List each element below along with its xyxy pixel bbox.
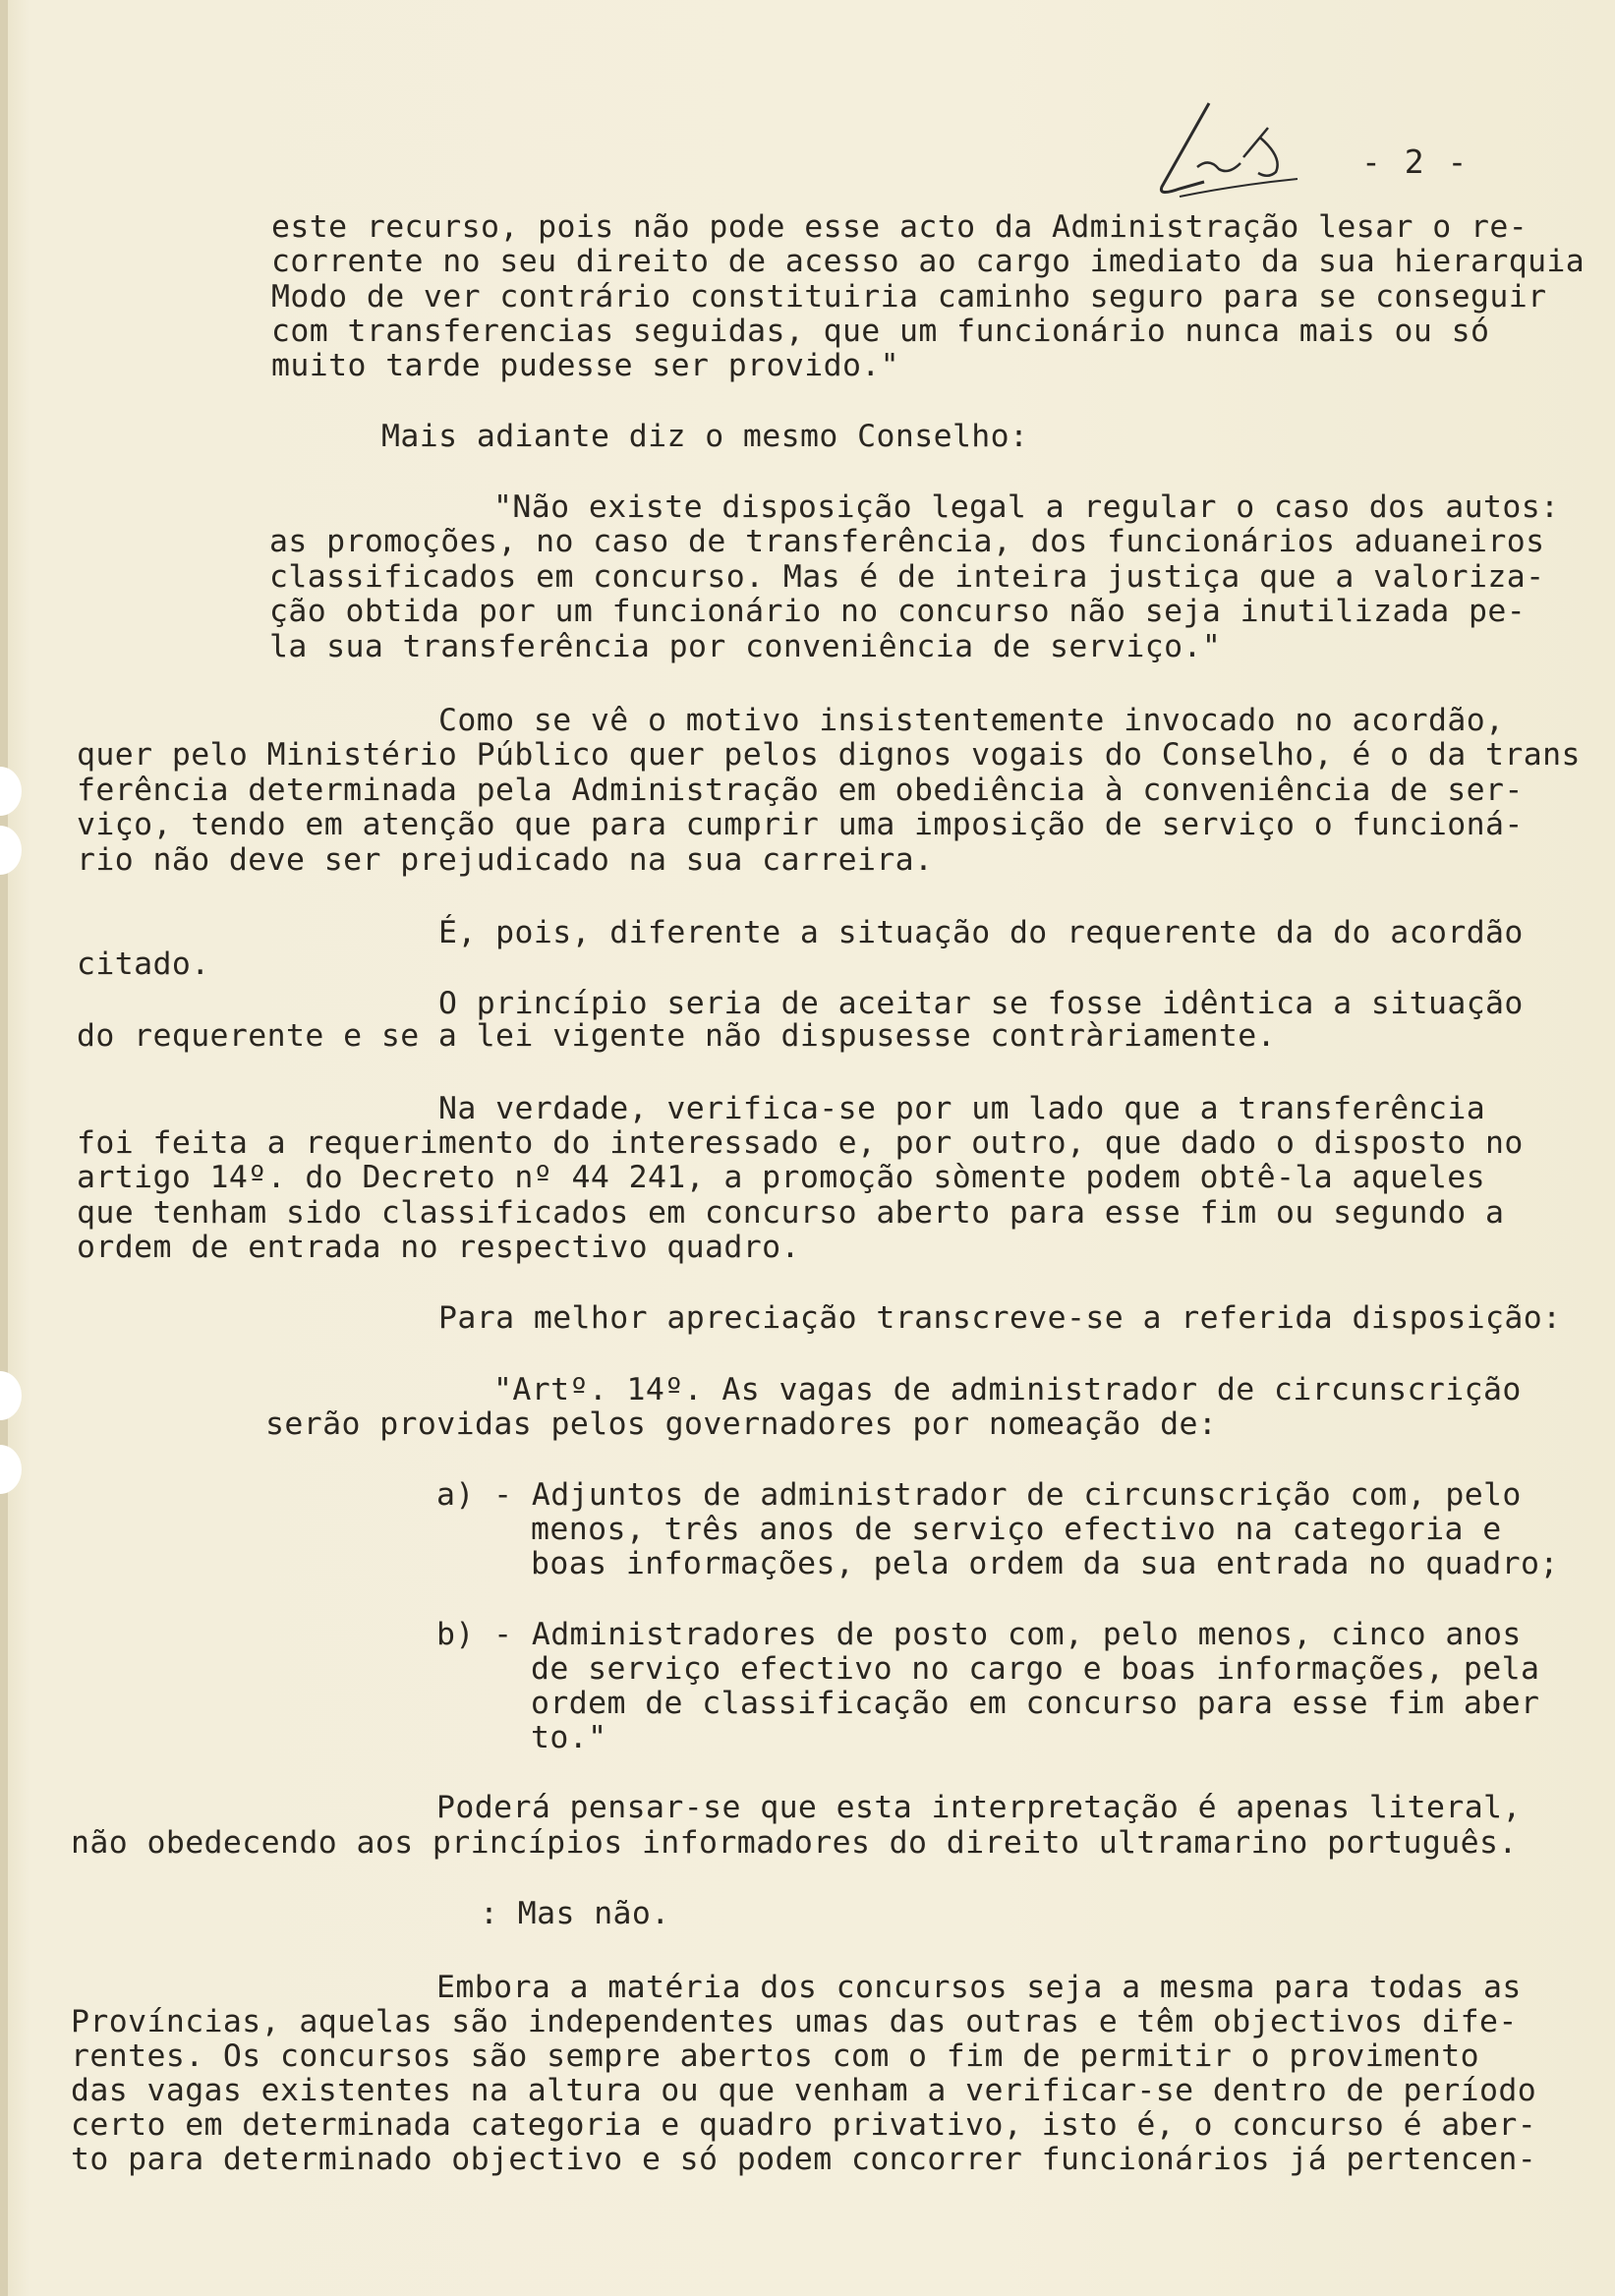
- text-line: do requerente e se a lei vigente não dispusesse contràriamente.: [77, 1018, 1276, 1054]
- text-line: menos, três anos de serviço efectivo na categoria e: [531, 1512, 1502, 1547]
- text-line: Para melhor apreciação transcreve-se a referida disposição:: [438, 1300, 1562, 1336]
- text-line: rentes. Os concursos são sempre abertos com o fim de permitir o provimento: [71, 2038, 1479, 2074]
- text-line: muito tarde pudesse ser provido.": [271, 348, 900, 383]
- text-line: as promoções, no caso de transferência, dos funcionários aduaneiros: [269, 524, 1545, 559]
- text-line: b) - Administradores de posto com, pelo menos, cinco anos: [436, 1617, 1522, 1652]
- text-line: ordem de classificação em concurso para esse fim aber: [531, 1686, 1540, 1721]
- text-line: O princípio seria de aceitar se fosse idêntica a situação: [438, 986, 1524, 1021]
- text-line: to para determinado objectivo e só podem concorrer funcionários já pertencen-: [71, 2142, 1537, 2177]
- text-line: Mais adiante diz o mesmo Conselho:: [381, 419, 1029, 454]
- text-line: ordem de entrada no respectivo quadro.: [77, 1230, 800, 1265]
- text-line: classificados em concurso. Mas é de inteira justiça que a valoriza-: [269, 559, 1545, 595]
- text-line: Como se vê o motivo insistentemente invocado no acordão,: [438, 703, 1505, 738]
- text-line: : Mas não.: [480, 1896, 670, 1931]
- text-line: que tenham sido classificados em concurso aberto para esse fim ou segundo a: [77, 1195, 1505, 1231]
- text-line: Poderá pensar-se que esta interpretação é apenas literal,: [436, 1790, 1522, 1825]
- text-line: citado.: [77, 947, 210, 982]
- page-number: - 2 -: [1361, 143, 1470, 181]
- text-line: serão providas pelos governadores por nomeação de:: [265, 1406, 1218, 1442]
- text-line: das vagas existentes na altura ou que venham a verificar-se dentro de período: [71, 2073, 1537, 2108]
- handwritten-initials: [1150, 98, 1317, 206]
- text-line: ferência determinada pela Administração em obediência à conveniência de ser-: [77, 773, 1524, 808]
- text-line: la sua transferência por conveniência de serviço.": [269, 629, 1222, 664]
- text-line: viço, tendo em atenção que para cumprir uma imposição de serviço o funcioná-: [77, 807, 1524, 842]
- text-line: to.": [531, 1720, 607, 1755]
- text-line: ção obtida por um funcionário no concurso não seja inutilizada pe-: [269, 594, 1527, 629]
- text-line: Modo de ver contrário constituiria caminho seguro para se conseguir: [271, 279, 1547, 315]
- text-line: não obedecendo aos princípios informadores do direito ultramarino português.: [71, 1825, 1518, 1861]
- text-line: É, pois, diferente a situação do requerente da do acordão: [438, 915, 1524, 950]
- text-line: Províncias, aquelas são independentes umas das outras e têm objectivos dife-: [71, 2004, 1518, 2039]
- text-line: de serviço efectivo no cargo e boas informações, pela: [531, 1651, 1540, 1687]
- text-line: corrente no seu direito de acesso ao cargo imediato da sua hierarquia: [271, 244, 1586, 279]
- text-line: com transferencias seguidas, que um funcionário nunca mais ou só: [271, 314, 1490, 349]
- text-line: "Artº. 14º. As vagas de administrador de circunscrição: [493, 1372, 1522, 1407]
- text-line: foi feita a requerimento do interessado e, por outro, que dado o disposto no: [77, 1125, 1524, 1161]
- text-line: "Não existe disposição legal a regular o caso dos autos:: [493, 489, 1560, 525]
- text-line: Na verdade, verifica-se por um lado que a transferência: [438, 1091, 1486, 1126]
- text-line: artigo 14º. do Decreto nº 44 241, a promoção sòmente podem obtê-la aqueles: [77, 1160, 1485, 1195]
- text-line: quer pelo Ministério Público quer pelos dignos vogais do Conselho, é o da trans: [77, 737, 1581, 773]
- text-line: a) - Adjuntos de administrador de circunscrição com, pelo: [436, 1477, 1522, 1513]
- text-line: este recurso, pois não pode esse acto da Administração lesar o re-: [271, 209, 1528, 245]
- text-line: boas informações, pela ordem da sua entrada no quadro;: [531, 1546, 1559, 1581]
- text-line: rio não deve ser prejudicado na sua carreira.: [77, 842, 934, 878]
- text-line: Embora a matéria dos concursos seja a mesma para todas as: [436, 1970, 1522, 2005]
- text-line: certo em determinada categoria e quadro privativo, isto é, o concurso é aber-: [71, 2107, 1537, 2143]
- page-edge: [0, 0, 8, 2296]
